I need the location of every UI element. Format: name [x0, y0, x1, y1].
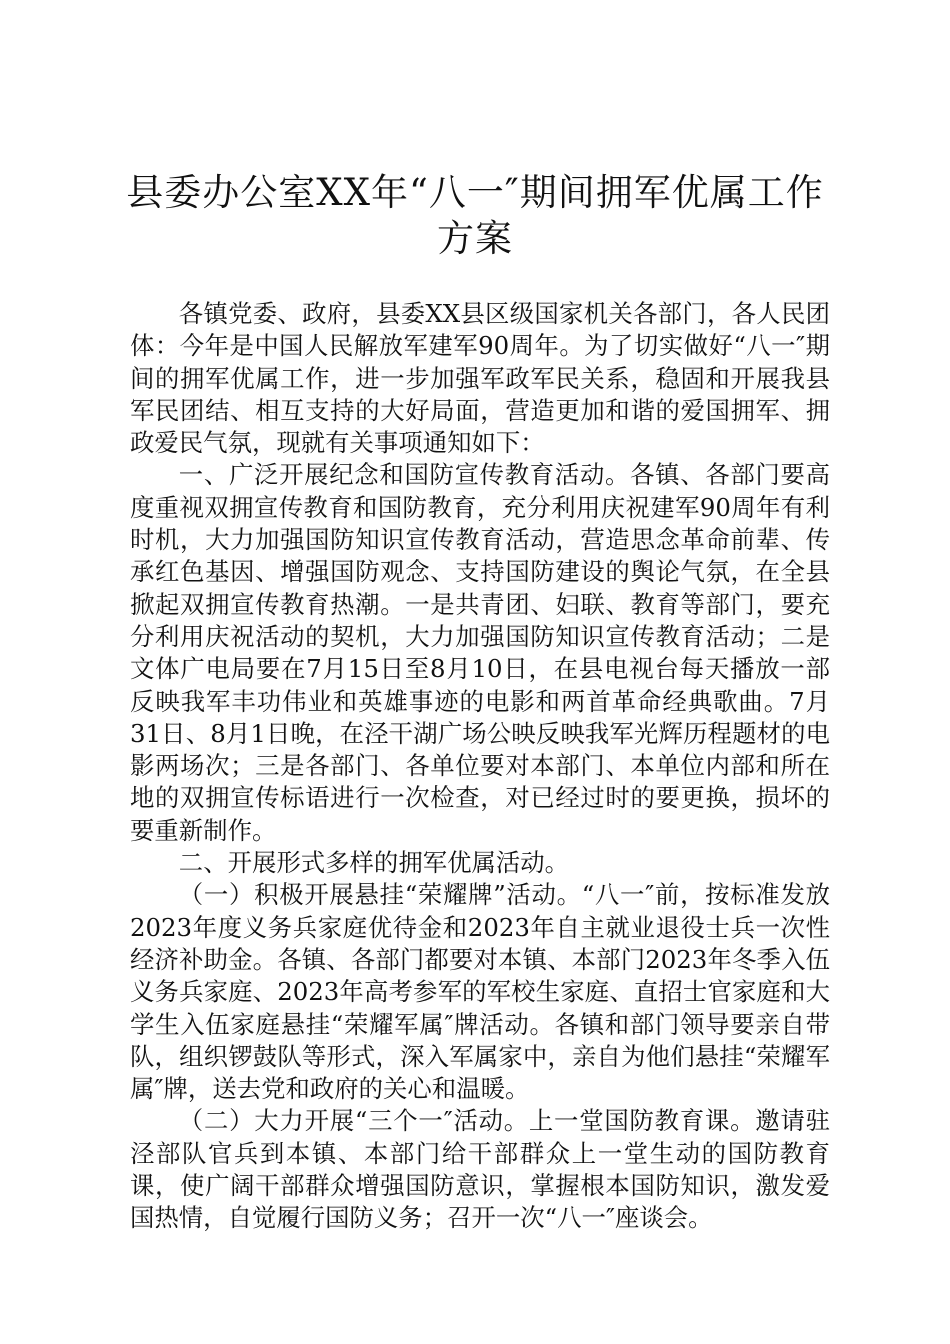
paragraph-section-1: 一、广泛开展纪念和国防宣传教育活动。各镇、各部门要高度重视双拥宣传教育和国防教育，充分利用庆祝建军90周年有利时机，大力加强国防知识宣传教育活动，营造思念革命前辈、传承红色基因、增强国防观念、支持国防建设的舆论气氛，在全县掀起双拥宣传教育热潮。一是共青团、妇联、教育等部门，要充分利用庆祝活动的契机，大力加强国防知识宣传教育活动；二是文体广电局要在7月15日至8月10日，在县电视台每天播放一部反映我军丰功伟业和英雄事迹的电影和两首革命经典歌曲。7月31日、8月1日晚，在泾干湖广场公映反映我军光辉历程题材的电影两场次；三是各部门、各单位要对本部门、本单位内部和所在地的双拥宣传标语进行一次检查，对已经过时的要更换，损坏的要重新制作。: [130, 460, 830, 845]
document-title-line-2: 方案: [437, 217, 513, 260]
paragraph-subsection-2: （二）大力开展“三个一″活动。上一堂国防教育课。邀请驻泾部队官兵到本镇、本部门给干部群众上一堂生动的国防教育课，使广阔干部群众增强国防意识，掌握根本国防知识，激发爱国热情，自觉履行国防义务；召开一次“八一″座谈会。: [130, 1106, 830, 1233]
document-title-line-1: 县委办公室XX年“八一″期间拥军优属工作: [126, 171, 824, 214]
document-body: [130, 298, 830, 1235]
paragraph-section-2-heading: 二、开展形式多样的拥军优属活动。: [178, 848, 570, 878]
paragraph-subsection-1: （一）积极开展悬挂“荣耀牌”活动。“八一″前，按标准发放2023年度义务兵家庭优待金和2023年自主就业退役士兵一次性经济补助金。各镇、各部门都要对本镇、本部门2023年冬季入伍义务兵家庭、2023年高考参军的军校生家庭、直招士官家庭和大学生入伍家庭悬挂“荣耀军属″牌活动。各镇和部门领导要亲自带队，组织锣鼓队等形式，深入军属家中，亲自为他们悬挂“荣耀军属″牌，送去党和政府的关心和温暖。: [130, 880, 830, 1104]
paragraph-intro: 各镇党委、政府，县委XX县区级国家机关各部门，各人民团体：今年是中国人民解放军建军90周年。为了切实做好“八一″期间的拥军优属工作，进一步加强军政军民关系，稳固和开展我县军民团结、相互支持的大好局面，营造更加和谐的爱国拥军、拥政爱民气氛，现就有关事项通知如下：: [130, 299, 830, 458]
